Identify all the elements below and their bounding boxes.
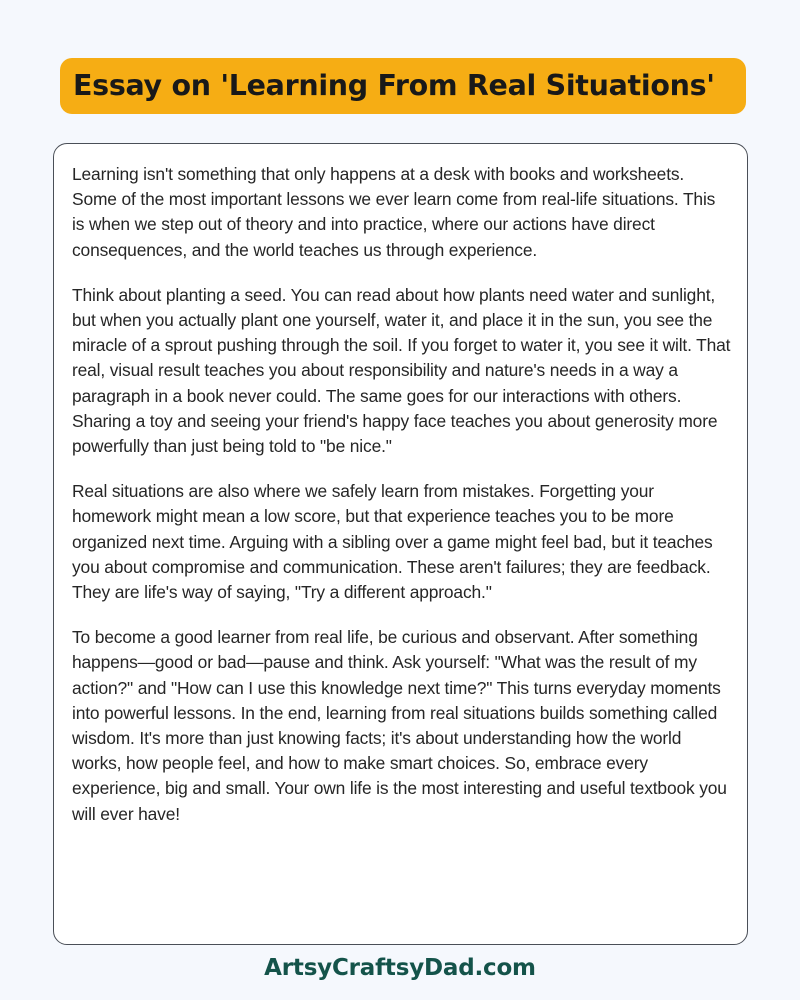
essay-card <box>53 143 748 945</box>
essay-body <box>72 162 731 827</box>
essay-paragraph: Real situations are also where we safely learn from mistakes. Forgetting your homework might mean a low score, but that experience teaches you to be more organized next time. Arguing with a sibling over a game might feel bad, but it teaches you about compromise and communication. These aren't failures; they are feedback. They are life's way of saying, "Try a different approach." <box>72 481 713 603</box>
essay-paragraph: To become a good learner from real life, be curious and observant. After something happens—good or bad—pause and think. Ask yourself: "What was the result of my action?" and "How can I use this knowledge next time?" This turns everyday moments into powerful lessons. In the end, learning from real situations builds something called wisdom. It's more than just knowing facts; it's about understanding how the world works, how people feel, and how to make smart choices. So, embrace every experience, big and small. Your own life is the most interesting and useful textbook you will ever have! <box>72 627 727 824</box>
page-title: Essay on 'Learning From Real Situations' <box>73 68 715 102</box>
essay-paragraph: Learning isn't something that only happens at a desk with books and worksheets. Some of the most important lessons we ever learn come from real-life situations. This is when we step out of theory and into practice, where our actions have direct consequences, and the world teaches us through experience. <box>72 164 716 260</box>
footer-brand: ArtsyCraftsyDad.com <box>264 955 536 981</box>
essay-paragraph: Think about planting a seed. You can read about how plants need water and sunlight, but when you actually plant one yourself, water it, and place it in the sun, you see the miracle of a sprout pushing through the soil. If you forget to water it, you see it wilt. That real, visual result teaches you about responsibility and nature's needs in a way a paragraph in a book never could. The same goes for our interactions with others. Sharing a toy and seeing your friend's happy face teaches you about generosity more powerfully than just being told to "be nice." <box>72 284 731 457</box>
title-banner <box>60 58 746 114</box>
